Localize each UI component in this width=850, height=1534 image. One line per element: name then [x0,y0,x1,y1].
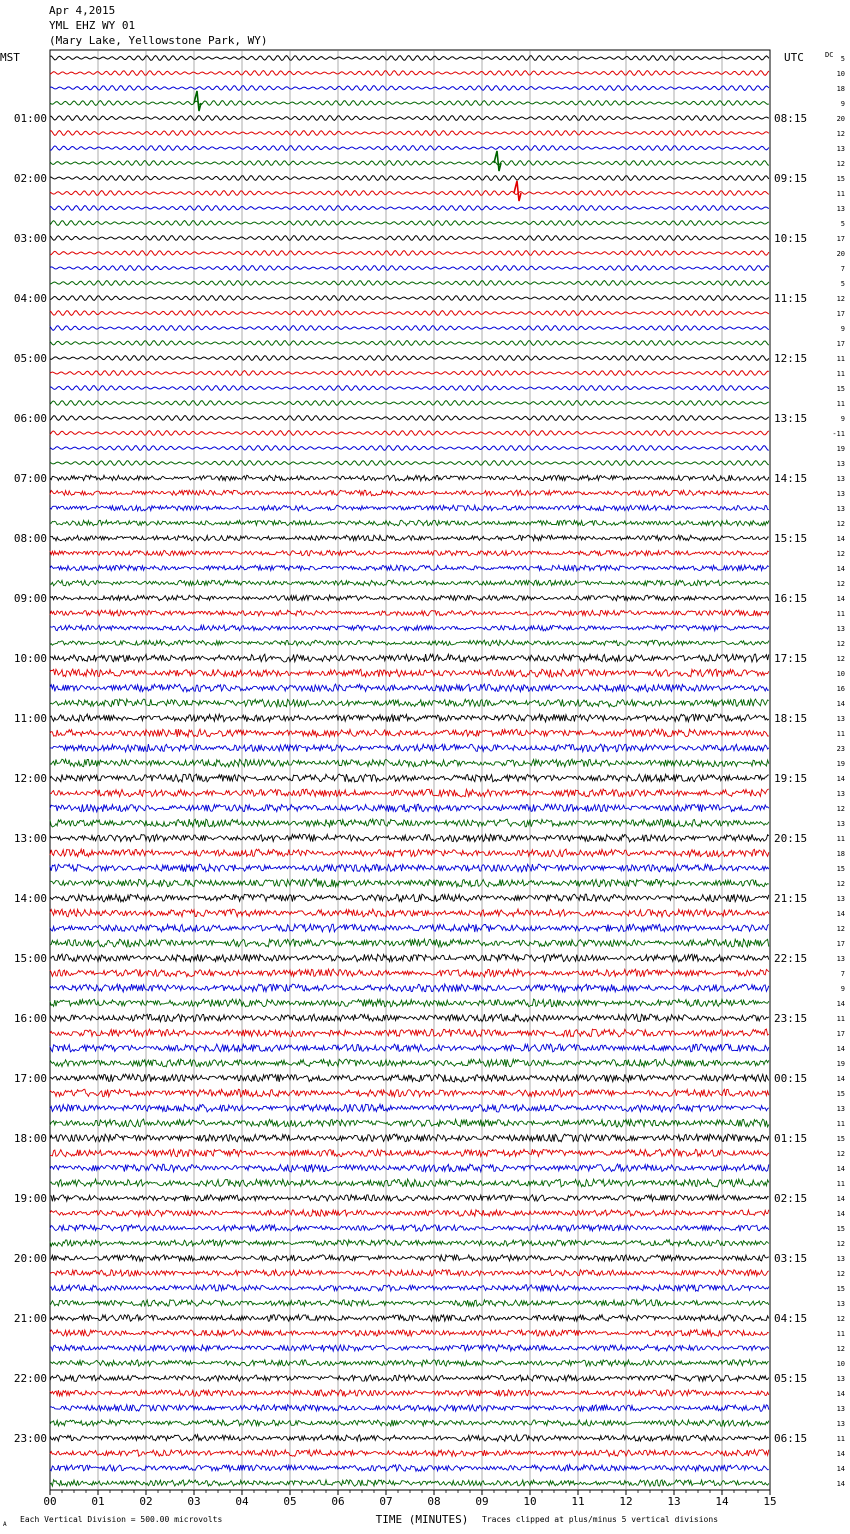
x-tick-label: 09 [475,1495,489,1508]
trace-line-5 [50,116,769,121]
trace-line-92 [50,1420,769,1426]
dc-offset-label: 11 [836,1180,845,1188]
trace-line-82 [50,1270,769,1277]
dc-offset-label: 5 [840,280,845,288]
dc-offset-label: 16 [836,685,845,693]
left-hour-label: 06:00 [13,412,47,425]
dc-offset-label: 17 [836,940,845,948]
dc-header: DC [825,51,834,59]
trace-line-55 [50,864,769,872]
dc-offset-label: 13 [836,715,845,723]
dc-offset-label: 14 [836,1390,845,1398]
dc-offset-label: 12 [836,655,845,663]
trace-line-34 [50,550,769,555]
trace-line-7 [50,146,769,151]
trace-line-11 [50,206,769,211]
trace-line-47 [50,744,769,752]
trace-line-10 [50,191,769,196]
dc-offset-label: 15 [836,385,845,393]
dc-offset-label: 13 [836,1255,845,1263]
trace-line-43 [50,684,769,692]
trace-line-26 [50,431,769,436]
dc-offset-label: 13 [836,790,845,798]
dc-offset-label: 15 [836,1225,845,1233]
dc-offset-label: 12 [836,1150,845,1158]
trace-line-15 [50,266,769,271]
dc-offset-label: 18 [836,850,845,858]
dc-offset-label: 20 [836,115,845,123]
dc-offset-label: 13 [836,475,845,483]
plot-date: Apr 4,2015 [49,4,116,17]
trace-line-19 [50,326,769,331]
trace-line-57 [50,894,769,902]
right-hour-label: 21:15 [774,892,808,905]
dc-offset-label: 12 [836,805,845,813]
trace-line-70 [50,1089,769,1097]
right-hour-label: 15:15 [774,532,808,545]
dc-offset-label: 12 [836,1270,845,1278]
dc-offset-label: 12 [836,550,845,558]
trace-line-1 [50,56,769,61]
trace-line-53 [50,834,769,842]
trace-line-83 [50,1285,769,1292]
trace-line-75 [50,1164,769,1172]
left-hour-label: 23:00 [13,1432,47,1445]
x-tick-label: 12 [619,1495,633,1508]
trace-line-87 [50,1345,769,1352]
dc-offset-label: 13 [836,1375,845,1383]
dc-offset-label: 12 [836,580,845,588]
trace-line-23 [50,386,769,391]
dc-offset-label: 14 [836,1165,845,1173]
trace-line-17 [50,296,769,301]
trace-line-52 [50,819,769,827]
left-hour-label: 03:00 [13,232,47,245]
trace-line-58 [50,909,769,917]
trace-line-36 [50,580,769,586]
trace-line-88 [50,1360,769,1366]
trace-line-93 [50,1435,769,1442]
trace-line-41 [50,654,769,662]
dc-offset-label: 13 [836,1105,845,1113]
dc-offset-label: 13 [836,205,845,213]
trace-line-35 [50,565,769,571]
trace-line-38 [50,610,769,616]
left-hour-label: 19:00 [13,1192,47,1205]
dc-offset-label: -11 [832,430,845,438]
trace-line-95 [50,1465,769,1472]
trace-line-76 [50,1179,769,1187]
trace-line-73 [50,1134,769,1142]
dc-offset-label: 14 [836,700,845,708]
dc-offset-label: 12 [836,160,845,168]
dc-offset-label: 23 [836,745,845,753]
trace-line-31 [50,505,769,511]
dc-offset-label: 15 [836,1090,845,1098]
trace-line-27 [50,446,769,451]
dc-offset-label: 11 [836,355,845,363]
left-hour-label: 01:00 [13,112,47,125]
right-hour-label: 22:15 [774,952,808,965]
dc-offset-label: 7 [840,970,845,978]
clip-note: Traces clipped at plus/minus 5 vertical divisions [482,1515,719,1524]
left-hour-label: 04:00 [13,292,47,305]
trace-line-32 [50,520,769,526]
dc-offset-label: 13 [836,145,845,153]
left-hour-label: 16:00 [13,1012,47,1025]
right-hour-label: 04:15 [774,1312,808,1325]
dc-offset-label: 12 [836,130,845,138]
dc-offset-labels [832,55,845,1488]
dc-offset-label: 9 [840,100,845,108]
trace-line-62 [50,969,769,977]
dc-offset-label: 17 [836,340,845,348]
dc-offset-label: 13 [836,505,845,513]
right-hour-label: 03:15 [774,1252,808,1265]
dc-offset-label: 11 [836,370,845,378]
right-hour-label: 02:15 [774,1192,808,1205]
dc-offset-label: 12 [836,1345,845,1353]
dc-offset-label: 12 [836,640,845,648]
dc-offset-label: 7 [840,265,845,273]
dc-offset-label: 19 [836,760,845,768]
left-hour-label: 11:00 [13,712,47,725]
dc-offset-label: 9 [840,985,845,993]
dc-offset-label: 19 [836,445,845,453]
dc-offset-label: 14 [836,595,845,603]
trace-line-8 [50,161,769,166]
trace-line-86 [50,1330,769,1337]
dc-offset-label: 14 [836,535,845,543]
dc-offset-label: 17 [836,235,845,243]
x-tick-label: 01 [91,1495,105,1508]
trace-line-25 [50,416,769,421]
right-hour-label: 18:15 [774,712,808,725]
left-hour-label: 12:00 [13,772,47,785]
event-spike-2 [514,181,521,201]
dc-offset-label: 5 [840,220,845,228]
trace-line-78 [50,1210,769,1217]
x-tick-label: 14 [715,1495,729,1508]
right-hour-label: 11:15 [774,292,808,305]
dc-offset-label: 11 [836,1435,845,1443]
dc-offset-label: 10 [836,70,845,78]
right-hour-label: 06:15 [774,1432,808,1445]
trace-line-85 [50,1315,769,1322]
x-tick-label: 03 [187,1495,201,1508]
dc-offset-label: 14 [836,1000,845,1008]
trace-line-46 [50,729,769,737]
right-hour-label: 16:15 [774,592,808,605]
dc-offset-label: 13 [836,895,845,903]
trace-line-90 [50,1390,769,1397]
trace-line-30 [50,490,769,496]
dc-offset-label: 12 [836,520,845,528]
dc-offset-label: 11 [836,835,845,843]
left-hour-label: 18:00 [13,1132,47,1145]
right-hour-label: 00:15 [774,1072,808,1085]
dc-offset-label: 11 [836,610,845,618]
trace-lines [50,56,769,1487]
trace-line-56 [50,879,769,887]
trace-line-69 [50,1074,769,1082]
left-hour-label: 05:00 [13,352,47,365]
trace-line-48 [50,759,769,767]
trace-line-20 [50,341,769,346]
trace-line-33 [50,535,769,541]
right-hour-label: 20:15 [774,832,808,845]
trace-line-67 [50,1044,769,1052]
trace-line-51 [50,804,769,812]
trace-line-91 [50,1405,769,1411]
trace-line-60 [50,939,769,947]
right-timezone: UTC [784,51,804,64]
dc-offset-label: 12 [836,1240,845,1248]
event-spike-1 [494,151,501,171]
trace-line-50 [50,789,769,797]
left-hour-label: 10:00 [13,652,47,665]
x-tick-label: 10 [523,1495,537,1508]
trace-line-4 [50,101,769,106]
trace-line-42 [50,669,769,677]
dc-offset-label: 20 [836,250,845,258]
trace-line-89 [50,1375,769,1381]
trace-line-45 [50,714,769,722]
left-hour-label: 20:00 [13,1252,47,1265]
x-axis-title: TIME (MINUTES) [375,1513,469,1526]
x-tick-label: 04 [235,1495,249,1508]
station-code: YML EHZ WY 01 [49,19,136,32]
trace-line-74 [50,1149,769,1157]
dc-offset-label: 10 [836,1360,845,1368]
left-hour-label: 14:00 [13,892,47,905]
dc-offset-label: 13 [836,460,845,468]
left-hour-label: 15:00 [13,952,47,965]
trace-line-61 [50,954,769,962]
dc-offset-label: 13 [836,625,845,633]
dc-offset-label: 11 [836,1015,845,1023]
trace-line-64 [50,999,769,1007]
right-hour-label: 17:15 [774,652,808,665]
right-hour-label: 13:15 [774,412,808,425]
trace-line-3 [50,86,769,91]
trace-line-66 [50,1029,769,1037]
left-hour-label: 17:00 [13,1072,47,1085]
trace-line-37 [50,595,769,601]
left-hour-label: 08:00 [13,532,47,545]
dc-offset-label: 5 [840,55,845,63]
trace-line-79 [50,1225,769,1232]
x-axis [43,1490,776,1508]
trace-line-13 [50,236,769,241]
trace-line-77 [50,1195,769,1202]
dc-offset-label: 13 [836,1405,845,1413]
trace-line-68 [50,1059,769,1067]
dc-offset-label: 13 [836,1300,845,1308]
x-tick-label: 08 [427,1495,441,1508]
dc-offset-label: 11 [836,1120,845,1128]
dc-offset-label: 14 [836,1480,845,1488]
right-hour-label: 14:15 [774,472,808,485]
left-hour-label: 07:00 [13,472,47,485]
left-hour-label: 02:00 [13,172,47,185]
trace-line-63 [50,984,769,992]
trace-line-44 [50,699,769,707]
right-hour-label: 10:15 [774,232,808,245]
dc-offset-label: 13 [836,1420,845,1428]
dc-offset-label: 17 [836,1030,845,1038]
trace-line-14 [50,251,769,256]
dc-offset-label: 14 [836,1195,845,1203]
dc-offset-label: 14 [836,910,845,918]
x-tick-label: 13 [667,1495,681,1508]
dc-offset-label: 17 [836,310,845,318]
dc-offset-label: 14 [836,1075,845,1083]
x-tick-label: 15 [763,1495,777,1508]
left-hour-labels [14,112,47,1445]
footer-mark: A [3,1521,7,1528]
right-hour-label: 01:15 [774,1132,808,1145]
trace-line-16 [50,281,769,286]
left-hour-label: 21:00 [13,1312,47,1325]
right-hour-label: 09:15 [774,172,808,185]
dc-offset-label: 13 [836,490,845,498]
dc-offset-label: 12 [836,925,845,933]
dc-offset-label: 14 [836,1210,845,1218]
trace-line-12 [50,221,769,226]
x-tick-label: 11 [571,1495,585,1508]
left-hour-label: 22:00 [13,1372,47,1385]
trace-line-81 [50,1255,769,1261]
dc-offset-label: 11 [836,1330,845,1338]
dc-offset-label: 14 [836,565,845,573]
scale-note: Each Vertical Division = 500.00 microvolts [20,1515,223,1524]
trace-line-84 [50,1300,769,1307]
trace-line-72 [50,1119,769,1127]
dc-offset-label: 13 [836,955,845,963]
x-tick-label: 06 [331,1495,345,1508]
trace-line-39 [50,625,769,631]
dc-offset-label: 13 [836,820,845,828]
right-hour-label: 12:15 [774,352,808,365]
trace-line-29 [50,475,769,481]
right-hour-label: 05:15 [774,1372,808,1385]
event-spike-3 [194,91,201,111]
dc-offset-label: 15 [836,1285,845,1293]
trace-line-65 [50,1014,769,1022]
left-hour-label: 09:00 [13,592,47,605]
right-hour-label: 08:15 [774,112,808,125]
left-hour-label: 13:00 [13,832,47,845]
dc-offset-label: 9 [840,325,845,333]
dc-offset-label: 14 [836,1465,845,1473]
dc-offset-label: 14 [836,1450,845,1458]
trace-line-24 [50,401,769,406]
x-tick-label: 02 [139,1495,153,1508]
trace-line-94 [50,1450,769,1457]
dc-offset-label: 18 [836,85,845,93]
dc-offset-label: 12 [836,880,845,888]
trace-line-18 [50,311,769,316]
trace-line-96 [50,1480,769,1487]
trace-line-9 [50,176,769,181]
right-hour-label: 23:15 [774,1012,808,1025]
trace-line-49 [50,774,769,782]
x-tick-label: 00 [43,1495,57,1508]
dc-offset-label: 10 [836,670,845,678]
trace-line-40 [50,640,769,646]
trace-line-2 [50,71,769,76]
dc-offset-label: 11 [836,730,845,738]
dc-offset-label: 14 [836,775,845,783]
dc-offset-label: 15 [836,175,845,183]
trace-line-59 [50,924,769,932]
trace-line-22 [50,371,769,376]
dc-offset-label: 11 [836,190,845,198]
trace-line-54 [50,849,769,857]
dc-offset-label: 15 [836,1135,845,1143]
dc-offset-label: 12 [836,295,845,303]
dc-offset-label: 11 [836,400,845,408]
dc-offset-label: 9 [840,415,845,423]
dc-offset-label: 19 [836,1060,845,1068]
trace-line-80 [50,1240,769,1247]
trace-line-21 [50,356,769,361]
dc-offset-label: 15 [836,865,845,873]
right-hour-label: 19:15 [774,772,808,785]
trace-line-6 [50,131,769,136]
x-tick-label: 07 [379,1495,393,1508]
dc-offset-label: 12 [836,1315,845,1323]
x-tick-label: 05 [283,1495,297,1508]
dc-offset-label: 14 [836,1045,845,1053]
left-timezone: MST [0,51,20,64]
trace-line-28 [50,461,769,466]
right-hour-labels [774,112,807,1445]
station-location: (Mary Lake, Yellowstone Park, WY) [49,34,268,47]
trace-line-71 [50,1104,769,1112]
